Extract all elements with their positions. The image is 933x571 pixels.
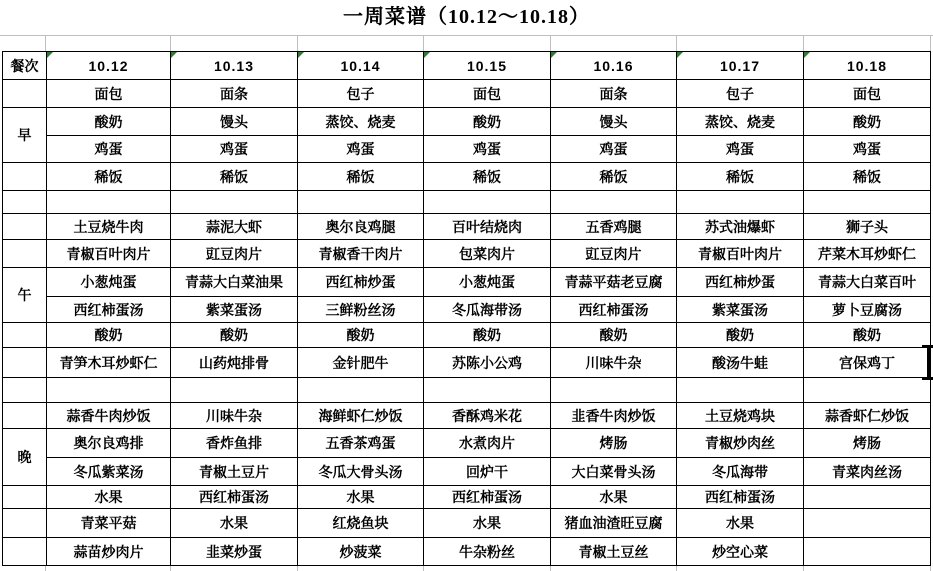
menu-cell[interactable]: 青菜肉丝汤	[804, 458, 931, 486]
empty-cell[interactable]	[298, 378, 424, 403]
date-header[interactable]	[298, 52, 424, 80]
menu-cell[interactable]: 香酥鸡米花	[424, 403, 551, 429]
meal-column-header[interactable]: 餐次	[3, 52, 47, 80]
date-header[interactable]	[677, 52, 804, 80]
menu-table	[2, 51, 931, 566]
gridline	[297, 566, 298, 571]
gridline	[930, 566, 931, 571]
date-label: 10.17	[719, 57, 761, 74]
menu-cell[interactable]: 包菜肉片	[424, 240, 551, 268]
table-row	[3, 108, 931, 136]
table-row	[3, 268, 931, 297]
empty-cell[interactable]	[677, 378, 804, 403]
menu-cell[interactable]: 五香鸡腿	[551, 214, 677, 240]
menu-cell[interactable]: 土豆烧鸡块	[677, 403, 804, 429]
gridline	[423, 36, 424, 52]
meal-label-empty-cell[interactable]	[3, 486, 47, 509]
table-row	[3, 80, 931, 108]
table-row	[3, 403, 931, 429]
menu-cell[interactable]: 西红柿蛋汤	[424, 486, 551, 509]
date-label: 10.13	[213, 57, 255, 74]
menu-cell[interactable]	[804, 486, 931, 509]
green-triangle-icon	[551, 52, 557, 58]
menu-cell[interactable]: 酸奶	[47, 108, 171, 136]
menu-cell[interactable]: 青椒百叶肉片	[677, 240, 804, 268]
menu-cell[interactable]: 冬瓜紫菜汤	[47, 458, 171, 486]
menu-cell[interactable]: 面条	[551, 80, 677, 108]
table-row	[3, 348, 931, 378]
gridline	[803, 566, 804, 571]
menu-cell[interactable]: 狮子头	[804, 214, 931, 240]
menu-cell[interactable]: 酸奶	[424, 108, 551, 136]
menu-cell[interactable]: 水煮肉片	[424, 429, 551, 458]
menu-cell[interactable]: 青蒜平菇老豆腐	[551, 268, 677, 297]
menu-cell[interactable]: 青椒炒肉丝	[677, 429, 804, 458]
menu-cell[interactable]	[804, 538, 931, 566]
menu-cell[interactable]: 稀饭	[171, 163, 298, 191]
menu-cell[interactable]: 苏式油爆虾	[677, 214, 804, 240]
menu-cell[interactable]: 酸奶	[804, 108, 931, 136]
menu-cell[interactable]: 西红柿蛋汤	[47, 297, 171, 323]
gridline	[423, 566, 424, 571]
menu-cell[interactable]: 水果	[424, 509, 551, 538]
table-row	[3, 163, 931, 191]
meal-label-empty-cell[interactable]	[3, 323, 47, 348]
meal-label-empty-cell[interactable]	[3, 509, 47, 538]
menu-cell[interactable]: 酸汤牛蛙	[677, 348, 804, 378]
menu-cell[interactable]: 苏陈小公鸡	[424, 348, 551, 378]
gridline	[0, 35, 933, 36]
menu-cell[interactable]: 百叶结烧肉	[424, 214, 551, 240]
menu-cell[interactable]: 稀饭	[424, 163, 551, 191]
menu-cell[interactable]: 韭香牛肉炒饭	[551, 403, 677, 429]
menu-cell[interactable]: 西红柿蛋汤	[551, 297, 677, 323]
green-triangle-icon	[298, 52, 304, 58]
table-row	[3, 214, 931, 240]
menu-cell[interactable]: 川味牛杂	[551, 348, 677, 378]
menu-cell[interactable]: 面包	[47, 80, 171, 108]
header-row	[3, 52, 931, 80]
menu-cell[interactable]: 酸奶	[804, 323, 931, 348]
meal-label-empty-cell[interactable]	[3, 538, 47, 566]
menu-cell[interactable]: 鸡蛋	[47, 136, 171, 163]
empty-cell[interactable]	[3, 378, 47, 403]
empty-cell[interactable]	[551, 378, 677, 403]
menu-cell[interactable]: 蒜香牛肉炒饭	[47, 403, 171, 429]
empty-cell[interactable]	[171, 378, 298, 403]
green-triangle-icon	[47, 52, 53, 58]
menu-cell[interactable]: 炒菠菜	[298, 538, 424, 566]
empty-cell[interactable]	[298, 191, 424, 214]
menu-cell[interactable]: 宫保鸡丁	[804, 348, 931, 378]
gridline	[930, 36, 931, 52]
menu-cell[interactable]: 烤肠	[551, 429, 677, 458]
menu-cell[interactable]: 蒜苗炒肉片	[47, 538, 171, 566]
menu-cell[interactable]: 酸奶	[677, 323, 804, 348]
menu-cell[interactable]: 奥尔良鸡腿	[298, 214, 424, 240]
empty-cell[interactable]	[171, 191, 298, 214]
menu-cell[interactable]: 青椒土豆片	[171, 458, 298, 486]
menu-cell[interactable]: 冬瓜大骨头汤	[298, 458, 424, 486]
menu-cell[interactable]: 酸奶	[298, 323, 424, 348]
table-row	[3, 297, 931, 323]
menu-cell[interactable]: 青笋木耳炒虾仁	[47, 348, 171, 378]
menu-cell[interactable]: 水果	[551, 486, 677, 509]
menu-cell[interactable]: 稀饭	[47, 163, 171, 191]
separator-row	[3, 378, 931, 403]
menu-cell[interactable]: 稀饭	[804, 163, 931, 191]
menu-cell[interactable]: 五香茶鸡蛋	[298, 429, 424, 458]
date-header[interactable]	[171, 52, 298, 80]
gridline	[170, 36, 171, 52]
menu-cell[interactable]: 鸡蛋	[171, 136, 298, 163]
table-row	[3, 458, 931, 486]
menu-cell[interactable]	[804, 509, 931, 538]
date-header[interactable]	[424, 52, 551, 80]
menu-cell[interactable]: 土豆烧牛肉	[47, 214, 171, 240]
menu-cell[interactable]: 酸奶	[551, 323, 677, 348]
menu-cell[interactable]: 香炸鱼排	[171, 429, 298, 458]
menu-cell[interactable]: 馒头	[551, 108, 677, 136]
gridline	[550, 36, 551, 52]
menu-cell[interactable]: 紫菜蛋汤	[677, 297, 804, 323]
selection-border-fragment	[922, 377, 933, 380]
meal-label-empty-cell[interactable]	[3, 80, 47, 108]
menu-cell[interactable]: 蒸饺、烧麦	[298, 108, 424, 136]
menu-cell[interactable]: 鸡蛋	[677, 136, 804, 163]
gridline	[676, 36, 677, 52]
menu-cell[interactable]: 川味牛杂	[171, 403, 298, 429]
meal-label-empty-cell[interactable]	[3, 403, 47, 429]
menu-cell[interactable]: 馒头	[171, 108, 298, 136]
date-label: 10.18	[846, 57, 888, 74]
menu-cell[interactable]: 西红柿蛋汤	[677, 486, 804, 509]
empty-cell[interactable]	[3, 191, 47, 214]
menu-cell[interactable]: 鸡蛋	[804, 136, 931, 163]
selection-border-fragment	[922, 345, 933, 348]
menu-cell[interactable]: 回炉干	[424, 458, 551, 486]
menu-cell[interactable]: 紫菜蛋汤	[171, 297, 298, 323]
separator-row	[3, 191, 931, 214]
menu-cell[interactable]: 豇豆肉片	[171, 240, 298, 268]
menu-cell[interactable]: 红烧鱼块	[298, 509, 424, 538]
menu-cell[interactable]: 豇豆肉片	[551, 240, 677, 268]
menu-cell[interactable]: 小葱炖蛋	[47, 268, 171, 297]
meal-label-breakfast[interactable]: 早	[3, 108, 47, 163]
date-label: 10.15	[466, 57, 508, 74]
date-label: 10.16	[593, 57, 634, 74]
menu-cell[interactable]: 酸奶	[424, 323, 551, 348]
menu-cell[interactable]: 青椒百叶肉片	[47, 240, 171, 268]
menu-cell[interactable]: 猪血油渣旺豆腐	[551, 509, 677, 538]
menu-cell[interactable]: 蒜泥大虾	[171, 214, 298, 240]
date-header[interactable]	[47, 52, 171, 80]
empty-cell[interactable]	[804, 191, 931, 214]
menu-cell[interactable]: 酸奶	[47, 323, 171, 348]
menu-cell[interactable]: 奥尔良鸡排	[47, 429, 171, 458]
table-row	[3, 486, 931, 509]
menu-cell[interactable]: 山药炖排骨	[171, 348, 298, 378]
gridline	[170, 566, 171, 571]
menu-cell[interactable]: 青菜平菇	[47, 509, 171, 538]
menu-cell[interactable]: 西红柿炒蛋	[298, 268, 424, 297]
menu-cell[interactable]: 海鲜虾仁炒饭	[298, 403, 424, 429]
meal-label-empty-cell[interactable]	[3, 240, 47, 268]
table-row	[3, 136, 931, 163]
menu-cell[interactable]: 面包	[424, 80, 551, 108]
empty-cell[interactable]	[424, 378, 551, 403]
menu-cell[interactable]: 稀饭	[551, 163, 677, 191]
menu-cell[interactable]: 小葱炖蛋	[424, 268, 551, 297]
menu-cell[interactable]: 牛杂粉丝	[424, 538, 551, 566]
table-row	[3, 240, 931, 268]
empty-cell[interactable]	[551, 191, 677, 214]
gridline	[45, 36, 46, 52]
menu-cell[interactable]: 炒空心菜	[677, 538, 804, 566]
date-label: 10.12	[88, 57, 129, 74]
menu-cell[interactable]: 西红柿蛋汤	[171, 486, 298, 509]
menu-cell[interactable]: 大白菜骨头汤	[551, 458, 677, 486]
green-triangle-icon	[424, 52, 430, 58]
menu-cell[interactable]: 芹菜木耳炒虾仁	[804, 240, 931, 268]
menu-cell[interactable]: 青椒香干肉片	[298, 240, 424, 268]
green-triangle-icon	[804, 52, 810, 58]
empty-cell[interactable]	[804, 378, 931, 403]
menu-cell[interactable]: 金针肥牛	[298, 348, 424, 378]
gridline	[803, 36, 804, 52]
gridline	[676, 566, 677, 571]
menu-cell[interactable]: 三鲜粉丝汤	[298, 297, 424, 323]
date-header[interactable]	[804, 52, 931, 80]
meal-label-empty-cell[interactable]	[3, 214, 47, 240]
empty-cell[interactable]	[424, 191, 551, 214]
menu-cell[interactable]: 青椒土豆丝	[551, 538, 677, 566]
date-header[interactable]	[551, 52, 677, 80]
menu-cell[interactable]: 水果	[171, 509, 298, 538]
meal-label-lunch[interactable]: 午	[3, 268, 47, 323]
menu-cell[interactable]: 蒸饺、烧麦	[677, 108, 804, 136]
meal-label-empty-cell[interactable]	[3, 348, 47, 378]
menu-cell[interactable]: 鸡蛋	[551, 136, 677, 163]
menu-cell[interactable]: 鸡蛋	[298, 136, 424, 163]
menu-cell[interactable]: 青蒜大白菜百叶	[804, 268, 931, 297]
selection-border-fragment	[927, 345, 930, 380]
gridline	[297, 36, 298, 52]
menu-cell[interactable]: 水果	[47, 486, 171, 509]
gridline	[550, 566, 551, 571]
table-row	[3, 509, 931, 538]
table-row	[3, 323, 931, 348]
empty-cell[interactable]	[47, 191, 171, 214]
menu-cell[interactable]: 面包	[804, 80, 931, 108]
date-label: 10.14	[340, 57, 381, 74]
gridline	[45, 566, 46, 571]
menu-cell[interactable]: 包子	[677, 80, 804, 108]
menu-cell[interactable]: 韭菜炒蛋	[171, 538, 298, 566]
menu-cell[interactable]: 酸奶	[171, 323, 298, 348]
menu-cell[interactable]: 萝卜豆腐汤	[804, 297, 931, 323]
menu-cell[interactable]: 水果	[677, 509, 804, 538]
meal-label-dinner[interactable]: 晚	[3, 429, 47, 486]
menu-cell[interactable]: 稀饭	[677, 163, 804, 191]
menu-cell[interactable]: 西红柿炒蛋	[677, 268, 804, 297]
menu-cell[interactable]: 青蒜大白菜油果	[171, 268, 298, 297]
sheet-title[interactable]: 一周菜谱（10.12～10.18）	[343, 6, 590, 28]
green-triangle-icon	[677, 52, 683, 58]
table-row	[3, 429, 931, 458]
menu-cell[interactable]: 水果	[298, 486, 424, 509]
empty-cell[interactable]	[677, 191, 804, 214]
menu-cell[interactable]: 冬瓜海带	[677, 458, 804, 486]
menu-cell[interactable]: 冬瓜海带汤	[424, 297, 551, 323]
menu-cell[interactable]: 烤肠	[804, 429, 931, 458]
menu-cell[interactable]: 包子	[298, 80, 424, 108]
menu-cell[interactable]: 鸡蛋	[424, 136, 551, 163]
meal-label-empty-cell[interactable]	[3, 163, 47, 191]
menu-cell[interactable]: 稀饭	[298, 163, 424, 191]
menu-cell[interactable]: 面条	[171, 80, 298, 108]
empty-cell[interactable]	[47, 378, 171, 403]
menu-cell[interactable]: 蒜香虾仁炒饭	[804, 403, 931, 429]
green-triangle-icon	[171, 52, 177, 58]
table-row	[3, 538, 931, 566]
